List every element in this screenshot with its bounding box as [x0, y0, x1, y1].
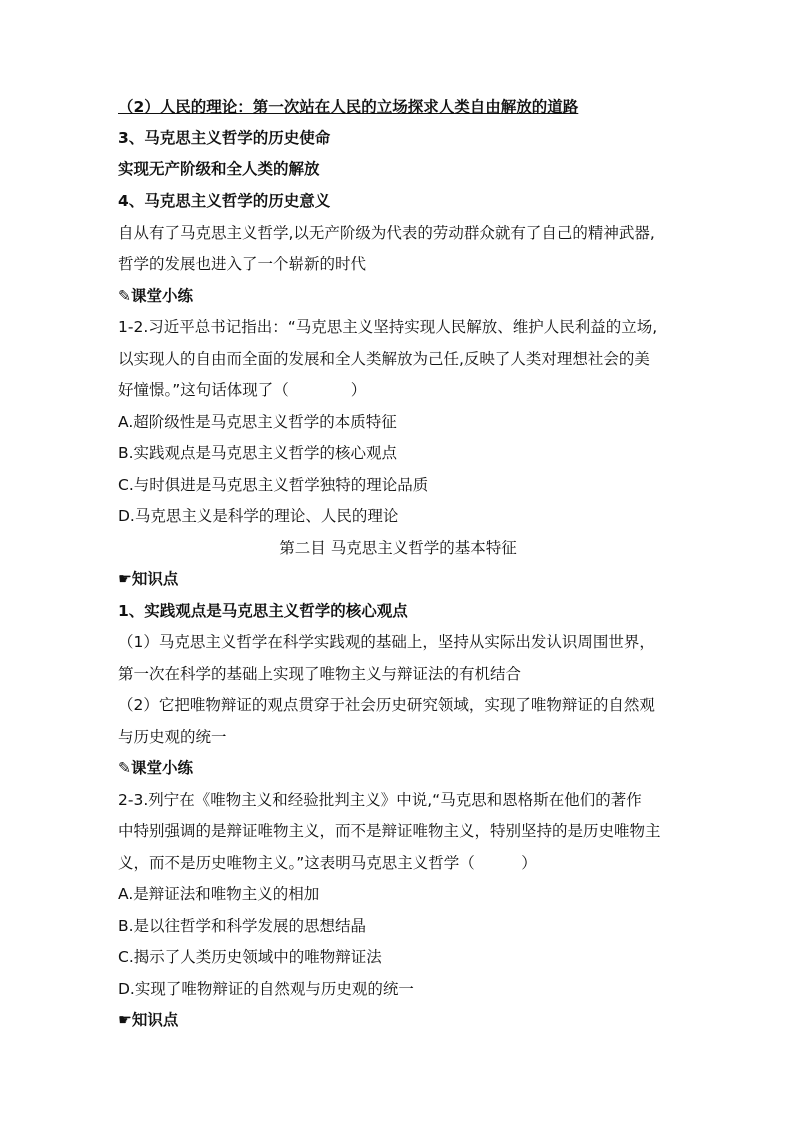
practice-heading-2: ✎课堂小练: [118, 759, 193, 777]
question-2-option-d: D.实现了唯物辩证的自然观与历史观的统一: [118, 980, 414, 998]
point-2-line-1: （2）它把唯物辩证的观点贯穿于社会历史研究领域，实现了唯物辩证的自然观: [118, 696, 655, 714]
point-1-line-1: （1）马克思主义哲学在科学实践观的基础上，坚持从实际出发认识周围世界，: [118, 633, 655, 651]
question-2-line-1: 2-3.列宁在《唯物主义和经验批判主义》中说,“马克思和恩格斯在他们的著作: [118, 791, 642, 809]
point-2-line-2: 与历史观的统一: [118, 728, 227, 746]
question-2-option-b: B.是以往哲学和科学发展的思想结晶: [118, 917, 367, 935]
question-1-line-3: 好憧憬。”这句话体现了（ ）: [118, 381, 367, 399]
heading-practice-core: 1、实践观点是马克思主义哲学的核心观点: [118, 602, 408, 620]
question-2-line-2: 中特别强调的是辩证唯物主义，而不是辩证唯物主义，特别坚持的是历史唯物主: [118, 822, 661, 840]
practice-heading-1: ✎课堂小练: [118, 287, 193, 305]
question-1-option-b: B.实践观点是马克思主义哲学的核心观点: [118, 444, 398, 462]
question-2-line-3: 义，而不是历史唯物主义。”这表明马克思主义哲学（ ）: [118, 854, 537, 872]
mission-text: 实现无产阶级和全人类的解放: [118, 160, 320, 178]
heading-historical-significance: 4、马克思主义哲学的历史意义: [118, 192, 331, 210]
question-1-option-d: D.马克思主义是科学的理论、人民的理论: [118, 507, 399, 525]
question-2-option-a: A.是辩证法和唯物主义的相加: [118, 885, 320, 903]
knowledge-point-heading-2: ☛知识点: [118, 1011, 179, 1029]
question-2-option-c: C.揭示了人类历史领域中的唯物辩证法: [118, 948, 382, 966]
significance-text-line-2: 哲学的发展也进入了一个崭新的时代: [118, 255, 367, 273]
knowledge-point-heading-1: ☛知识点: [118, 570, 179, 588]
significance-text-line-1: 自从有了马克思主义哲学,以无产阶级为代表的劳动群众就有了自己的精神武器,: [118, 224, 655, 242]
question-1-line-1: 1-2.习近平总书记指出：“马克思主义坚持实现人民解放、维护人民利益的立场,: [118, 318, 658, 336]
question-1-line-2: 以实现人的自由而全面的发展和全人类解放为己任,反映了人类对理想社会的美: [118, 350, 650, 368]
question-1-option-a: A.超阶级性是马克思主义哲学的本质特征: [118, 413, 397, 431]
point-1-line-2: 第一次在科学的基础上实现了唯物主义与辩证法的有机结合: [118, 665, 522, 683]
section-title-2: 第二目 马克思主义哲学的基本特征: [279, 539, 517, 557]
section-heading-peoples-theory: （2）人民的理论：第一次站在人民的立场探求人类自由解放的道路: [118, 98, 579, 116]
question-1-option-c: C.与时俱进是马克思主义哲学独特的理论品质: [118, 476, 429, 494]
heading-historical-mission: 3、马克思主义哲学的历史使命: [118, 129, 331, 147]
